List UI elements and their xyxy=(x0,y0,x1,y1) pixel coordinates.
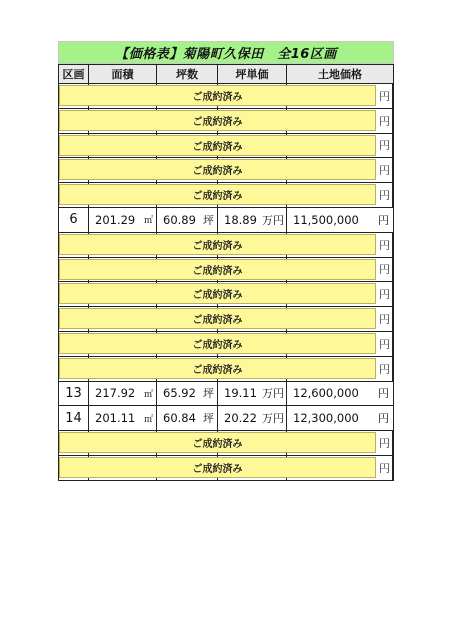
table-row-sold xyxy=(58,158,394,183)
table-cell xyxy=(157,382,218,406)
yen-unit: 円 xyxy=(379,263,390,277)
sold-label: ご成約済み xyxy=(59,234,376,255)
table-cell xyxy=(89,208,157,232)
yen-unit: 円 xyxy=(379,437,390,451)
area-value: 201.11 xyxy=(95,411,136,426)
table-cell xyxy=(287,406,393,430)
yen-unit: 円 xyxy=(379,362,390,376)
page-title: 【価格表】菊陽町久保田 全16区画 xyxy=(58,41,394,64)
sold-label: ご成約済み xyxy=(59,259,376,280)
table-header-row xyxy=(58,64,394,84)
table-row xyxy=(58,406,394,431)
table-row-sold xyxy=(58,233,394,258)
area-unit: ㎡ xyxy=(143,414,153,425)
sold-label: ご成約済み xyxy=(59,457,376,478)
sold-label: ご成約済み xyxy=(59,85,376,106)
yen-unit: 円 xyxy=(379,189,390,203)
yen-unit: 円 xyxy=(379,139,390,153)
lot-number: 6 xyxy=(59,208,89,232)
header-area: 面積 xyxy=(89,65,157,83)
land-price-unit: 円 xyxy=(378,213,389,227)
table-row-sold xyxy=(58,431,394,456)
table-cell xyxy=(157,406,218,430)
table-row-sold xyxy=(58,282,394,307)
land-price-value: 12,300,000 xyxy=(293,411,359,426)
unit-price-unit: 万円 xyxy=(262,213,284,227)
area-unit: ㎡ xyxy=(143,389,153,400)
unit-price-value: 19.11 xyxy=(224,386,257,401)
yen-unit: 円 xyxy=(379,238,390,252)
land-price-value: 11,500,000 xyxy=(293,212,359,227)
table-cell xyxy=(218,406,287,430)
land-price-unit: 円 xyxy=(378,387,389,401)
sold-label: ご成約済み xyxy=(59,308,376,329)
tsubo-value: 65.92 xyxy=(163,386,196,401)
unit-price-unit: 万円 xyxy=(262,387,284,401)
yen-unit: 円 xyxy=(379,164,390,178)
table-cell xyxy=(157,208,218,232)
yen-unit: 円 xyxy=(379,313,390,327)
price-table xyxy=(58,64,394,481)
table-row-sold xyxy=(58,456,394,481)
table-row xyxy=(58,382,394,407)
header-tsubo: 坪数 xyxy=(157,65,218,83)
sold-label: ご成約済み xyxy=(59,184,376,205)
yen-unit: 円 xyxy=(379,337,390,351)
area-value: 201.29 xyxy=(95,212,136,227)
area-unit: ㎡ xyxy=(143,216,153,227)
sold-label: ご成約済み xyxy=(59,333,376,354)
tsubo-value: 60.89 xyxy=(163,212,196,227)
table-cell xyxy=(287,382,393,406)
table-cell xyxy=(89,406,157,430)
sold-label: ご成約済み xyxy=(59,432,376,453)
sold-label: ご成約済み xyxy=(59,110,376,131)
table-cell xyxy=(218,208,287,232)
sold-label: ご成約済み xyxy=(59,159,376,180)
tsubo-unit: 坪 xyxy=(203,412,214,426)
table-cell xyxy=(218,382,287,406)
table-row-sold xyxy=(58,307,394,332)
tsubo-unit: 坪 xyxy=(203,213,214,227)
table-cell xyxy=(89,382,157,406)
yen-unit: 円 xyxy=(379,89,390,103)
table-row xyxy=(58,208,394,233)
sold-label: ご成約済み xyxy=(59,283,376,304)
unit-price-unit: 万円 xyxy=(262,412,284,426)
yen-unit: 円 xyxy=(379,461,390,475)
table-row-sold xyxy=(58,332,394,357)
land-price-value: 12,600,000 xyxy=(293,386,359,401)
unit-price-value: 18.89 xyxy=(224,212,257,227)
sold-label: ご成約済み xyxy=(59,358,376,379)
unit-price-value: 20.22 xyxy=(224,411,257,426)
yen-unit: 円 xyxy=(379,288,390,302)
sold-label: ご成約済み xyxy=(59,135,376,156)
price-table-sheet xyxy=(58,41,394,481)
header-land-price: 土地価格 xyxy=(318,68,362,81)
table-row-sold xyxy=(58,134,394,159)
table-row-sold xyxy=(58,258,394,283)
header-lot: 区画 xyxy=(59,65,89,83)
area-value: 217.92 xyxy=(95,386,136,401)
table-row-sold xyxy=(58,357,394,382)
land-price-unit: 円 xyxy=(378,412,389,426)
yen-unit: 円 xyxy=(379,114,390,128)
table-row-sold xyxy=(58,84,394,109)
lot-number: 14 xyxy=(59,406,89,430)
table-row-sold xyxy=(58,183,394,208)
table-row-sold xyxy=(58,109,394,134)
lot-number: 13 xyxy=(59,382,89,406)
header-unit-price: 坪単価 xyxy=(218,65,287,83)
tsubo-value: 60.84 xyxy=(163,411,196,426)
tsubo-unit: 坪 xyxy=(203,387,214,401)
table-cell xyxy=(287,208,393,232)
